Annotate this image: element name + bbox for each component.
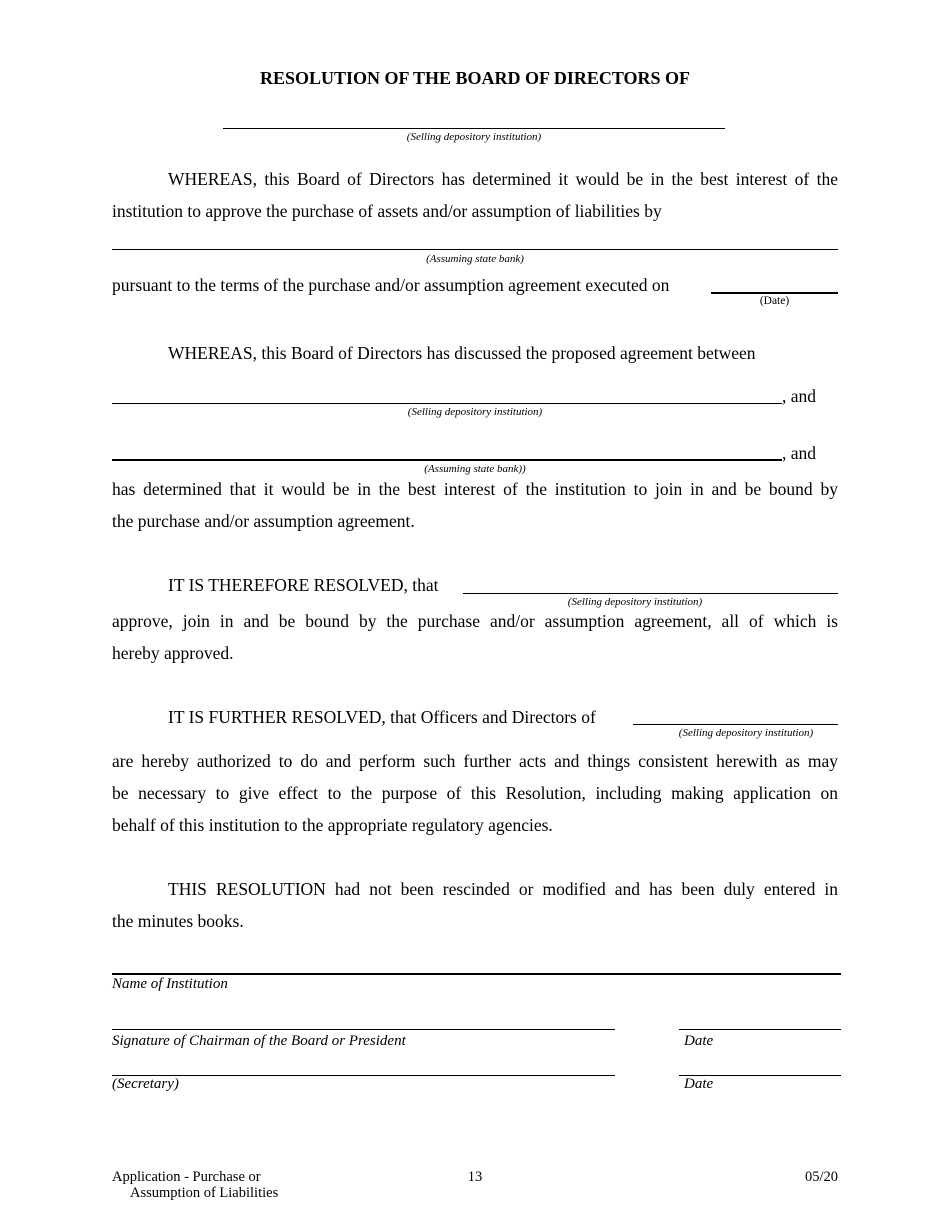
selling-institution-line-2[interactable] <box>112 403 782 404</box>
selling-institution-caption-4: (Selling depository institution) <box>678 727 814 739</box>
para1-line3: pursuant to the terms of the purchase and/or assumption agreement executed on <box>112 275 670 295</box>
name-of-institution-line[interactable] <box>112 973 841 975</box>
date-caption: (Date) <box>759 295 790 307</box>
para4-line3: be necessary to give effect to the purpose of this Resolution, including making application on <box>112 783 838 803</box>
chairman-signature-label: Signature of Chairman of the Board or President <box>112 1033 406 1049</box>
chairman-signature-line[interactable] <box>112 1029 615 1030</box>
name-of-institution-label: Name of Institution <box>112 976 228 992</box>
and-text-1: , and <box>782 386 817 406</box>
selling-institution-caption-2: (Selling depository institution) <box>407 406 543 418</box>
selling-institution-caption-3: (Selling depository institution) <box>567 596 703 608</box>
page-number: 13 <box>467 1169 483 1185</box>
para3-line1: IT IS THEREFORE RESOLVED, that <box>168 575 439 595</box>
footer-left-line2: Assumption of Liabilities <box>130 1185 279 1201</box>
para4-line2: are hereby authorized to do and perform such further acts and things consistent herewith as may <box>112 751 838 771</box>
and-text-2: , and <box>782 443 817 463</box>
para5-line1: THIS RESOLUTION had not been rescinded or modified and has been duly entered in <box>168 879 838 899</box>
para1-line1: WHEREAS, this Board of Directors has determined it would be in the best interest of the <box>168 169 838 189</box>
secretary-signature-line[interactable] <box>112 1075 615 1076</box>
para3-line3: hereby approved. <box>112 643 234 663</box>
assuming-bank-line-1[interactable] <box>112 249 838 250</box>
selling-institution-caption: (Selling depository institution) <box>406 131 542 143</box>
para1-line2: institution to approve the purchase of assets and/or assumption of liabilities by <box>112 201 662 221</box>
chairman-date-label: Date <box>684 1033 714 1049</box>
para3-line2: approve, join in and be bound by the purchase and/or assumption agreement, all of which is <box>112 611 838 631</box>
selling-institution-line-3[interactable] <box>463 593 838 594</box>
para2-line1: WHEREAS, this Board of Directors has discussed the proposed agreement between <box>168 343 756 363</box>
secretary-date-label: Date <box>684 1076 714 1092</box>
para4-line4: behalf of this institution to the appropriate regulatory agencies. <box>112 815 553 835</box>
chairman-date-line[interactable] <box>679 1029 841 1030</box>
assuming-bank-caption-1: (Assuming state bank) <box>426 253 524 265</box>
para2-line4: has determined that it would be in the best interest of the institution to join in and be bound by <box>112 479 838 499</box>
footer-revision: 05/20 <box>804 1169 838 1185</box>
assuming-bank-line-2[interactable] <box>112 459 782 461</box>
para4-line1: IT IS FURTHER RESOLVED, that Officers and Directors of <box>168 707 596 727</box>
secretary-label: (Secretary) <box>112 1076 179 1092</box>
selling-institution-line-title[interactable] <box>223 128 725 129</box>
para5-line2: the minutes books. <box>112 911 244 931</box>
assuming-bank-caption-2: (Assuming state bank)) <box>424 463 526 475</box>
agreement-date-line[interactable] <box>711 292 838 294</box>
selling-institution-line-4[interactable] <box>633 724 838 725</box>
para2-line5: the purchase and/or assumption agreement. <box>112 511 415 531</box>
footer-left-line1: Application - Purchase or <box>112 1169 261 1185</box>
page-title: RESOLUTION OF THE BOARD OF DIRECTORS OF <box>259 68 691 88</box>
